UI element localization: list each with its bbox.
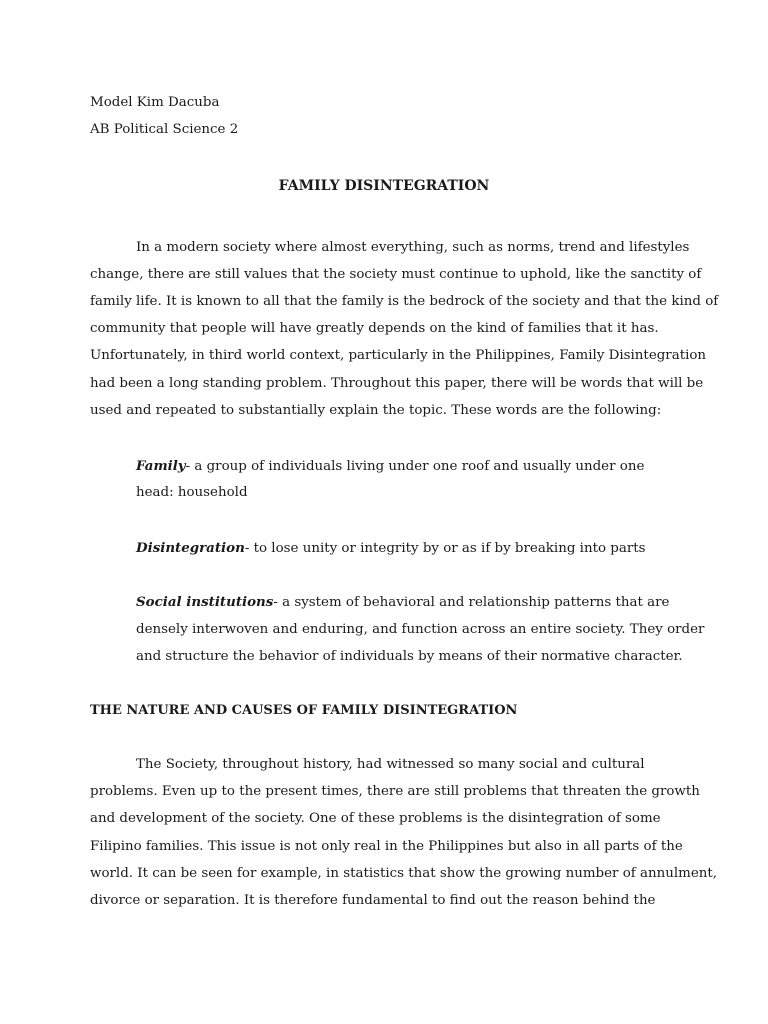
intro-line-5: Unfortunately, in third world context, particularly in the Philippines, Family Disintegration xyxy=(90,348,707,363)
intro-line-2: change, there are still values that the society must continue to uphold, like the sanctity of xyxy=(90,267,702,282)
section-line-2: problems. Even up to the present times, there are still problems that threaten the growth xyxy=(90,784,700,799)
intro-line-7: used and repeated to substantially explain the topic. These words are the following: xyxy=(90,403,662,418)
definition-term-family: Family xyxy=(136,458,186,474)
section-line-3: and development of the society. One of these problems is the disintegration of some xyxy=(90,811,661,826)
section-line-4: Filipino families. This issue is not only real in the Philippines but also in all parts of the xyxy=(90,839,683,854)
author-name: Model Kim Dacuba xyxy=(90,95,220,110)
section-line-5: world. It can be seen for example, in statistics that show the growing number of annulment, xyxy=(90,866,718,881)
definition-text-social-institutions: - a system of behavioral and relationship patterns that are xyxy=(273,595,670,610)
course-name: AB Political Science 2 xyxy=(90,122,239,137)
section-heading: THE NATURE AND CAUSES OF FAMILY DISINTEGRATION xyxy=(90,703,518,718)
definition-term-disintegration: Disintegration xyxy=(136,540,245,556)
definition-social-institutions xyxy=(136,593,669,612)
intro-line-3: family life. It is known to all that the family is the bedrock of the society and that the kind of xyxy=(90,294,719,309)
intro-line-6: had been a long standing problem. Throughout this paper, there will be words that will be xyxy=(90,376,704,391)
definition-disintegration xyxy=(136,539,645,558)
definition-term-social-institutions: Social institutions xyxy=(136,594,274,610)
section-line-1: The Society, throughout history, had witnessed so many social and cultural xyxy=(136,757,645,772)
section-line-6: divorce or separation. It is therefore fundamental to find out the reason behind the xyxy=(90,893,656,908)
definition-family xyxy=(136,457,644,476)
definition-social-institutions-line-2: densely interwoven and enduring, and function across an entire society. They order xyxy=(136,622,705,637)
intro-line-1: In a modern society where almost everything, such as norms, trend and lifestyles xyxy=(136,240,690,255)
intro-line-4: community that people will have greatly depends on the kind of families that it has. xyxy=(90,321,659,336)
definition-text-family: - a group of individuals living under one roof and usually under one xyxy=(185,459,645,474)
definition-family-line-2: head: household xyxy=(136,485,248,500)
document-title: FAMILY DISINTEGRATION xyxy=(278,178,490,194)
definition-text-disintegration: - to lose unity or integrity by or as if by breaking into parts xyxy=(244,541,646,556)
definition-social-institutions-line-3: and structure the behavior of individuals by means of their normative character. xyxy=(136,649,683,664)
